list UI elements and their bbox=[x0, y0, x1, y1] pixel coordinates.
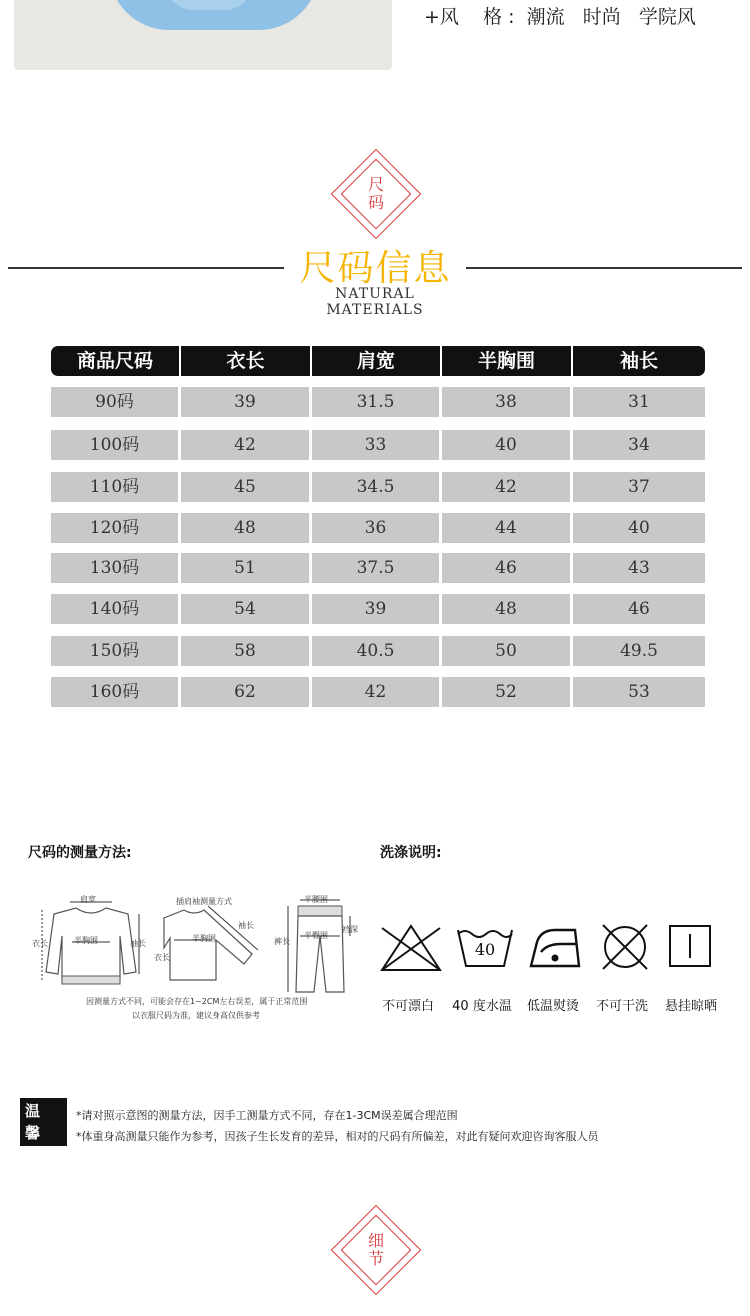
cell: 36 bbox=[312, 513, 442, 543]
cell: 42 bbox=[181, 430, 312, 460]
tips-badge-line2: 提 示 bbox=[25, 1146, 44, 1186]
label-waist: 半腰围 bbox=[304, 895, 328, 904]
cell: 42 bbox=[312, 677, 442, 707]
table-row bbox=[51, 513, 705, 543]
cell: 160码 bbox=[51, 677, 181, 707]
cell: 45 bbox=[181, 472, 312, 502]
col-header-sleeve: 袖长 bbox=[619, 350, 658, 372]
measure-note-2: 以衣服尺码为准，建议身高仅供参考 bbox=[132, 1011, 260, 1020]
no-dry-clean-icon bbox=[600, 922, 650, 972]
cell: 140码 bbox=[51, 594, 181, 624]
table-row bbox=[51, 677, 705, 707]
label-length: 衣长 bbox=[32, 939, 48, 948]
label-shoulder: 肩宽 bbox=[80, 895, 96, 904]
cell: 51 bbox=[181, 553, 312, 583]
cell: 49.5 bbox=[573, 636, 705, 666]
detail-badge bbox=[344, 1218, 408, 1282]
wash-40-icon bbox=[456, 924, 514, 970]
table-row bbox=[51, 472, 705, 502]
raglan-diagram bbox=[154, 892, 270, 1002]
label-crotch: 裆深 bbox=[342, 925, 358, 934]
size-table-header bbox=[51, 346, 705, 376]
col-header-size: 商品尺码 bbox=[51, 346, 181, 376]
label-sleeve: 袖长 bbox=[130, 939, 146, 948]
size-badge-line1: 尺 bbox=[367, 175, 384, 194]
detail-badge-line2: 节 bbox=[367, 1249, 384, 1268]
detail-badge-line1: 细 bbox=[367, 1231, 384, 1250]
cell: 31.5 bbox=[312, 387, 442, 417]
cell: 40.5 bbox=[312, 636, 442, 666]
cell: 34 bbox=[573, 430, 705, 460]
cell: 110码 bbox=[51, 472, 181, 502]
col-header-shoulder: 肩宽 bbox=[312, 346, 442, 376]
cell: 44 bbox=[442, 513, 573, 543]
cell: 52 bbox=[442, 677, 573, 707]
table-row bbox=[51, 387, 705, 417]
label-pant-length: 裤长 bbox=[274, 937, 290, 946]
no-bleach-icon bbox=[378, 922, 444, 974]
product-photo bbox=[14, 0, 392, 70]
cell: 53 bbox=[573, 677, 705, 707]
care-label-no-bleach: 不可漂白 bbox=[381, 999, 434, 1014]
cell: 39 bbox=[312, 594, 442, 624]
cell: 120码 bbox=[51, 513, 181, 543]
cell: 43 bbox=[573, 553, 705, 583]
cell: 48 bbox=[442, 594, 573, 624]
pants-diagram bbox=[274, 892, 360, 1002]
cell: 90码 bbox=[51, 387, 181, 417]
table-row bbox=[51, 594, 705, 624]
cell: 150码 bbox=[51, 636, 181, 666]
cell: 62 bbox=[181, 677, 312, 707]
style-label: +风 格 : 潮流 时尚 学院风 bbox=[424, 6, 696, 28]
size-badge-line2: 码 bbox=[367, 193, 384, 212]
tips-badge-line1: 温 馨 bbox=[25, 1102, 44, 1142]
cell: 33 bbox=[312, 430, 442, 460]
title-rule-right bbox=[466, 267, 742, 269]
col-header-chest: 半胸围 bbox=[442, 346, 573, 376]
cell: 100码 bbox=[51, 430, 181, 460]
col-header-length: 衣长 bbox=[181, 346, 312, 376]
measure-note-1: 因测量方式不同，可能会存在1~2CM左右误差，属于正常范围 bbox=[86, 997, 308, 1006]
cell: 54 bbox=[181, 594, 312, 624]
care-label-no-dry-clean: 不可干洗 bbox=[595, 999, 648, 1014]
label-raglan-length: 衣长 bbox=[154, 953, 170, 962]
table-row bbox=[51, 553, 705, 583]
cell: 50 bbox=[442, 636, 573, 666]
wash-temp-label: 40 bbox=[474, 940, 496, 959]
raglan-sweater-icon bbox=[160, 892, 270, 1002]
pants-icon bbox=[280, 892, 360, 1002]
tip-line-1: *请对照示意图的测量方法，因手工测量方式不同，存在1-3CM误差属合理范围 bbox=[76, 1109, 458, 1122]
low-iron-icon bbox=[527, 922, 583, 972]
label-chest: 半胸围 bbox=[74, 936, 98, 945]
size-table bbox=[51, 346, 705, 711]
cell: 48 bbox=[181, 513, 312, 543]
care-label-hang-dry: 悬挂晾晒 bbox=[664, 999, 717, 1014]
tip-line-2: *体重身高测量只能作为参考，因孩子生长发育的差异，相对的尺码有所偏差，对此有疑问欢迎咨询客服人员 bbox=[76, 1130, 599, 1143]
cell: 34.5 bbox=[312, 472, 442, 502]
cell: 40 bbox=[442, 430, 573, 460]
cell: 38 bbox=[442, 387, 573, 417]
cell: 40 bbox=[573, 513, 705, 543]
table-row bbox=[51, 430, 705, 460]
label-hip: 半臀围 bbox=[304, 931, 328, 940]
title-rule-left bbox=[8, 267, 284, 269]
table-row bbox=[51, 636, 705, 666]
label-raglan-sleeve: 袖长 bbox=[238, 921, 254, 930]
tips-badge bbox=[20, 1098, 67, 1186]
cell: 37 bbox=[573, 472, 705, 502]
cell: 130码 bbox=[51, 553, 181, 583]
cell: 42 bbox=[442, 472, 573, 502]
label-raglan-chest: 半胸围 bbox=[192, 934, 216, 943]
care-title: 洗涤说明: bbox=[380, 845, 442, 861]
sweater-diagram bbox=[32, 892, 146, 1002]
care-label-low-iron: 低温熨烫 bbox=[526, 999, 579, 1014]
cell: 37.5 bbox=[312, 553, 442, 583]
cell: 39 bbox=[181, 387, 312, 417]
cell: 46 bbox=[573, 594, 705, 624]
cell: 46 bbox=[442, 553, 573, 583]
hang-dry-icon bbox=[668, 924, 712, 968]
section-subtitle: NATURAL MATERIALS bbox=[326, 286, 424, 318]
size-badge bbox=[344, 162, 408, 226]
cell: 58 bbox=[181, 636, 312, 666]
measure-title: 尺码的测量方法: bbox=[28, 845, 132, 861]
label-raglan-title: 插肩袖测量方式 bbox=[176, 897, 232, 906]
cell: 31 bbox=[573, 387, 705, 417]
section-title: 尺码信息 bbox=[299, 248, 452, 289]
care-label-wash-40: 40 度水温 bbox=[452, 999, 512, 1014]
